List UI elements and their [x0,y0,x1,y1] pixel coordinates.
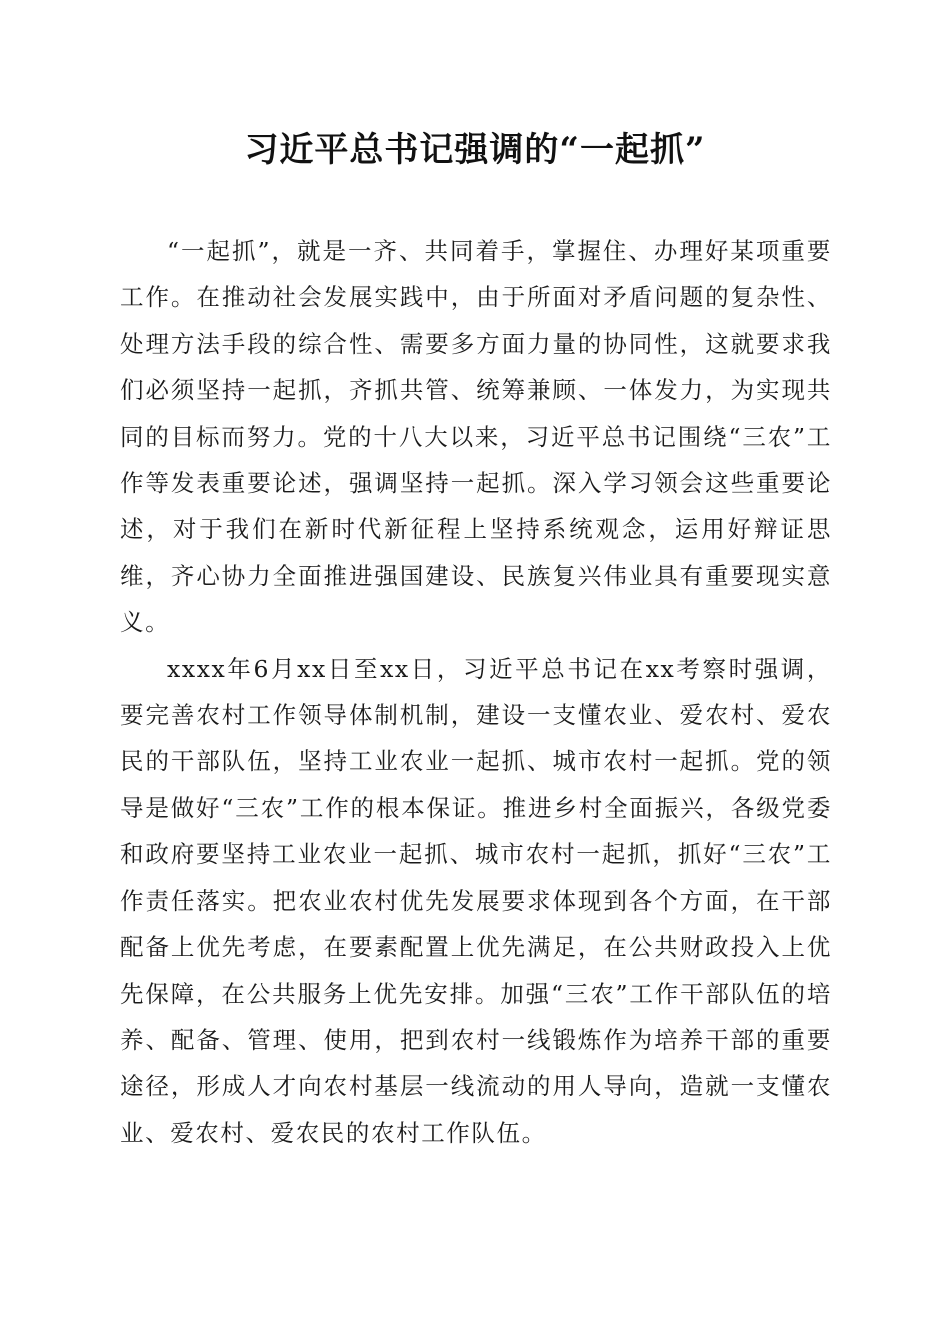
document-body [120,228,832,1156]
paragraph-inspection: xxxx年6月xx日至xx日，习近平总书记在xx考察时强调，要完善农村工作领导体制机制，建设一支懂农业、爱农村、爱农民的干部队伍，坚持工业农业一起抓、城市农村一起抓。党的领导是做好“三农”工作的根本保证。推进乡村全面振兴，各级党委和政府要坚持工业农业一起抓、城市农村一起抓，抓好“三农”工作责任落实。把农业农村优先发展要求体现到各个方面，在干部配备上优先考虑，在要素配置上优先满足，在公共财政投入上优先保障，在公共服务上优先安排。加强“三农”工作干部队伍的培养、配备、管理、使用，把到农村一线锻炼作为培养干部的重要途径，形成人才向农村基层一线流动的用人导向，造就一支懂农业、爱农村、爱农民的农村工作队伍。 [120,654,832,1147]
paragraph-intro: “一起抓”，就是一齐、共同着手，掌握住、办理好某项重要工作。在推动社会发展实践中，由于所面对矛盾问题的复杂性、处理方法手段的综合性、需要多方面力量的协同性，这就要求我们必须坚持一起抓，齐抓共管、统筹兼顾、一体发力，为实现共同的目标而努力。党的十八大以来，习近平总书记围绕“三农”工作等发表重要论述，强调坚持一起抓。深入学习领会这些重要论述，对于我们在新时代新征程上坚持系统观念，运用好辩证思维，齐心协力全面推进强国建设、民族复兴伟业具有重要现实意义。 [120,237,832,637]
document-title: 习近平总书记强调的“一起抓” [244,130,706,170]
